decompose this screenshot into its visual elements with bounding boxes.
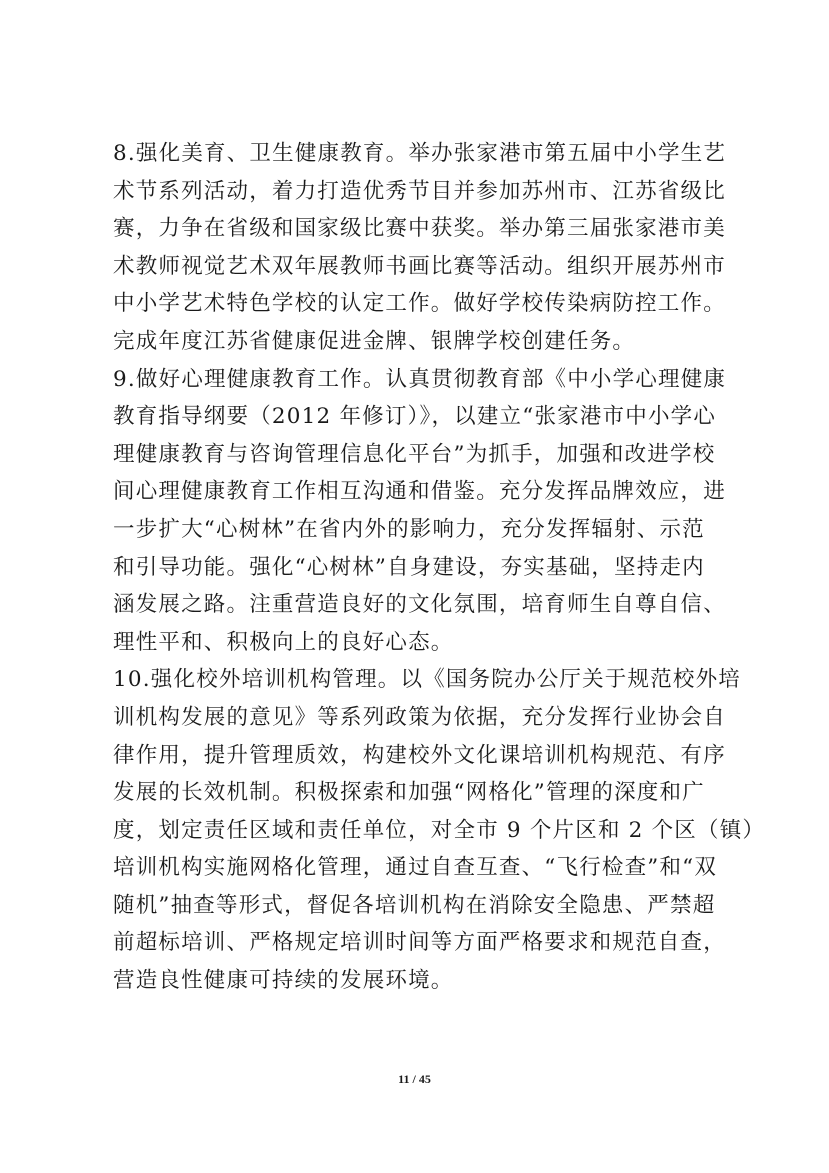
text-line: 训机构发展的意见》等系列政策为依据，充分发挥行业协会自 xyxy=(113,704,726,730)
text-line: 术节系列活动，着力打造优秀节目并参加苏州市、江苏省级比 xyxy=(113,178,726,204)
text-line: 律作用，提升管理质效，构建校外文化课培训机构规范、有序 xyxy=(113,742,726,768)
text-line: 间心理健康教育工作相互沟通和借鉴。充分发挥品牌效应，进 xyxy=(113,479,726,505)
text-line: 涵发展之路。注重营造良好的文化氛围，培育师生自尊自信、 xyxy=(113,592,726,618)
text-line: 前超标培训、严格规定培训时间等方面严格要求和规范自查， xyxy=(113,930,726,956)
text-line: 术教师视觉艺术双年展教师书画比赛等活动。组织开展苏州市 xyxy=(113,253,726,279)
text-line: 一步扩大“心树林”在省内外的影响力，充分发挥辐射、示范 xyxy=(113,516,705,542)
text-line: 发展的长效机制。积极探索和加强“网格化”管理的深度和广 xyxy=(113,780,705,806)
text-line: 完成年度江苏省健康促进金牌、银牌学校创建任务。 xyxy=(113,328,636,354)
text-line: 理性平和、积极向上的良好心态。 xyxy=(113,629,454,655)
text-line: 理健康教育与咨询管理信息化平台”为抓手，加强和改进学校 xyxy=(113,441,716,467)
text-line: 度，划定责任区域和责任单位，对全市 9 个片区和 2 个区（镇） xyxy=(113,817,766,843)
body-text xyxy=(113,135,766,1000)
text-line: 培训机构实施网格化管理，通过自查互查、“飞行检查”和“双 xyxy=(113,855,718,881)
text-line: 8.强化美育、卫生健康教育。举办张家港市第五届中小学生艺 xyxy=(113,141,727,166)
page-number: 11 / 45 xyxy=(398,1072,431,1086)
text-line: 中小学艺术特色学校的认定工作。做好学校传染病防控工作。 xyxy=(113,291,726,317)
text-line: 赛，力争在省级和国家级比赛中获奖。举办第三届张家港市美 xyxy=(113,216,726,242)
text-line: 营造良性健康可持续的发展环境。 xyxy=(113,968,454,994)
text-line: 9.做好心理健康教育工作。认真贯彻教育部《中小学心理健康 xyxy=(113,366,727,392)
text-line: 和引导功能。强化“心树林”自身建设，夯实基础，坚持走内 xyxy=(113,554,705,580)
text-line: 10.强化校外培训机构管理。以《国务院办公厅关于规范校外培 xyxy=(113,667,741,693)
text-line: 教育指导纲要（2012 年修订）》，以建立“张家港市中小学心 xyxy=(113,404,717,430)
text-line: 随机”抽查等形式，督促各培训机构在消除安全隐患、严禁超 xyxy=(113,892,716,918)
